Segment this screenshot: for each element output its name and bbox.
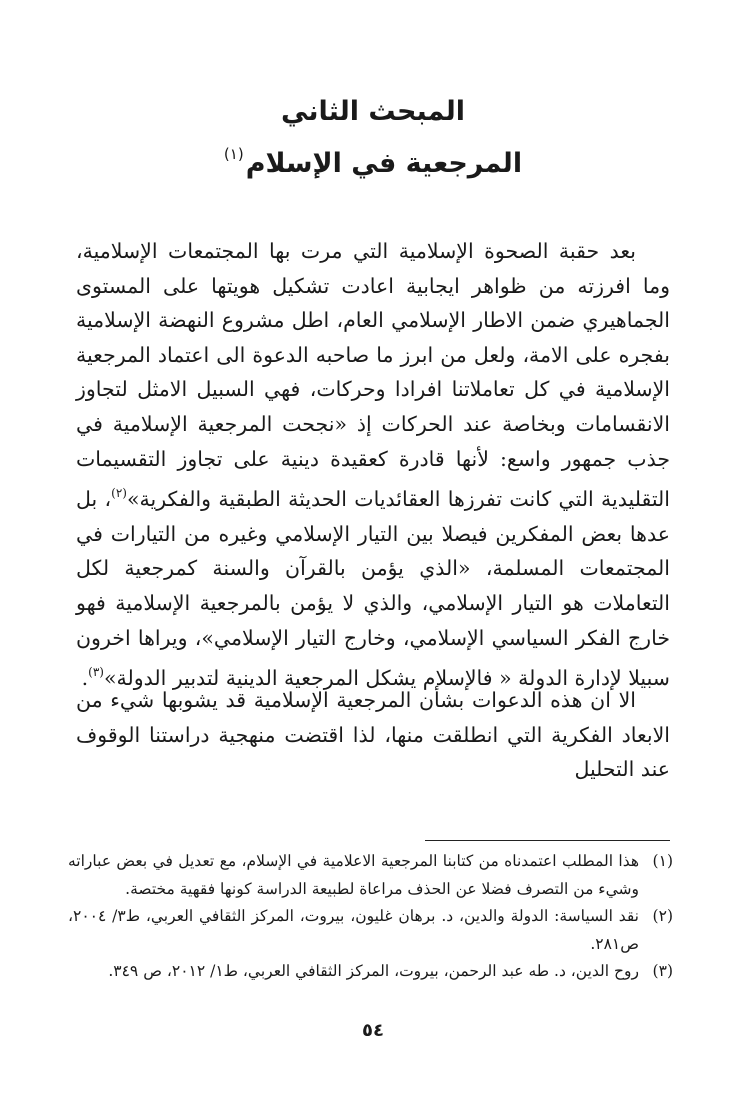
paragraph-1-part-1: بعد حقبة الصحوة الإسلامية التي مرت بها المجتمعات الإسلامية، وما افرزته من ظواهر ايجابية اعادت تشكيل هويتها على المستوى الجماهيري ضمن الاطار الإسلامي العام، اطل مشروع النهضة الإسلامية بفجره على الامة، ولعل من ابرز ما صاحبه الدعوة الى اعتماد المرجعية الإسلامية في كل تعاملاتنا افرادا وحركات، فهي السبيل الامثل لتجاوز الانقسامات وبخاصة عند الحركات إذ «نجحت المرجعية الإسلامية في جذب جمهور واسع: لأنها قادرة كعقيدة دينية على تجاوز التقسيمات التقليدية التي كانت تفرزها العقائديات الحديثة الطبقية والفكرية»	[76, 239, 670, 512]
footnote-number: (٣)	[652, 962, 673, 980]
footnotes	[68, 848, 673, 986]
section-subtitle-text: المرجعية في الإسلام	[245, 148, 523, 179]
page-number: ٥٤	[362, 1020, 384, 1041]
footnote-separator	[425, 840, 670, 841]
footnote-ref-1: (١)	[223, 145, 244, 163]
footnote-3	[68, 958, 673, 986]
footnote-ref-3: (٣)	[88, 665, 104, 680]
footnote-text: روح الدين، د. طه عبد الرحمن، بيروت، المركز الثقافي العربي، ط١/ ٢٠١٢، ص ٣٤٩.	[108, 962, 639, 980]
paragraph-2	[76, 683, 670, 787]
paragraph-1	[76, 234, 670, 696]
footnote-text: هذا المطلب اعتمدناه من كتابنا المرجعية الاعلامية في الإسلام، مع تعديل في بعض عباراته وشيء من التصرف فضلا عن الحذف مراعاة لطبيعة الدراسة كونها فقهية مختصة.	[68, 852, 639, 898]
footnote-2	[68, 903, 673, 958]
paragraph-1-part-3: .	[81, 666, 89, 691]
paragraph-1-text	[76, 234, 670, 696]
paragraph-2-text: الا ان هذه الدعوات بشأن المرجعية الإسلامية قد يشوبها شيء من الابعاد الفكرية التي انطلقت منها، لذا اقتضت منهجية دراستنا الوقوف عند التحليل	[76, 688, 670, 782]
footnote-text: نقد السياسة: الدولة والدين، د. برهان غليون، بيروت، المركز الثقافي العربي، ط٣/ ٢٠٠٤، ص٢٨١.	[68, 907, 639, 953]
section-subtitle	[0, 134, 746, 184]
paragraph-1-part-2: ، بل عدها بعض المفكرين فيصلا بين التيار الإسلامي وغيره من التيارات في المجتمعات المسلمة، «الذي يؤمن بالقرآن والسنة كمرجعية لكل التعاملات هو التيار الإسلامي، والذي لا يؤمن بالمرجعية الإسلامية فهو خارج الفكر السياسي الإسلامي، وخارج التيار الإسلامي»، ويراها اخرون سبيلا لإدارة الدولة « فالإسلام يشكل المرجعية الدينية لتدبير الدولة»	[76, 487, 670, 691]
footnote-ref-2: (٢)	[111, 486, 127, 501]
footnote-number: (٢)	[652, 907, 673, 925]
section-title-text: المبحث الثاني	[281, 96, 465, 127]
section-title	[0, 92, 746, 132]
footnote-1	[68, 848, 673, 903]
footnote-number: (١)	[652, 852, 673, 870]
